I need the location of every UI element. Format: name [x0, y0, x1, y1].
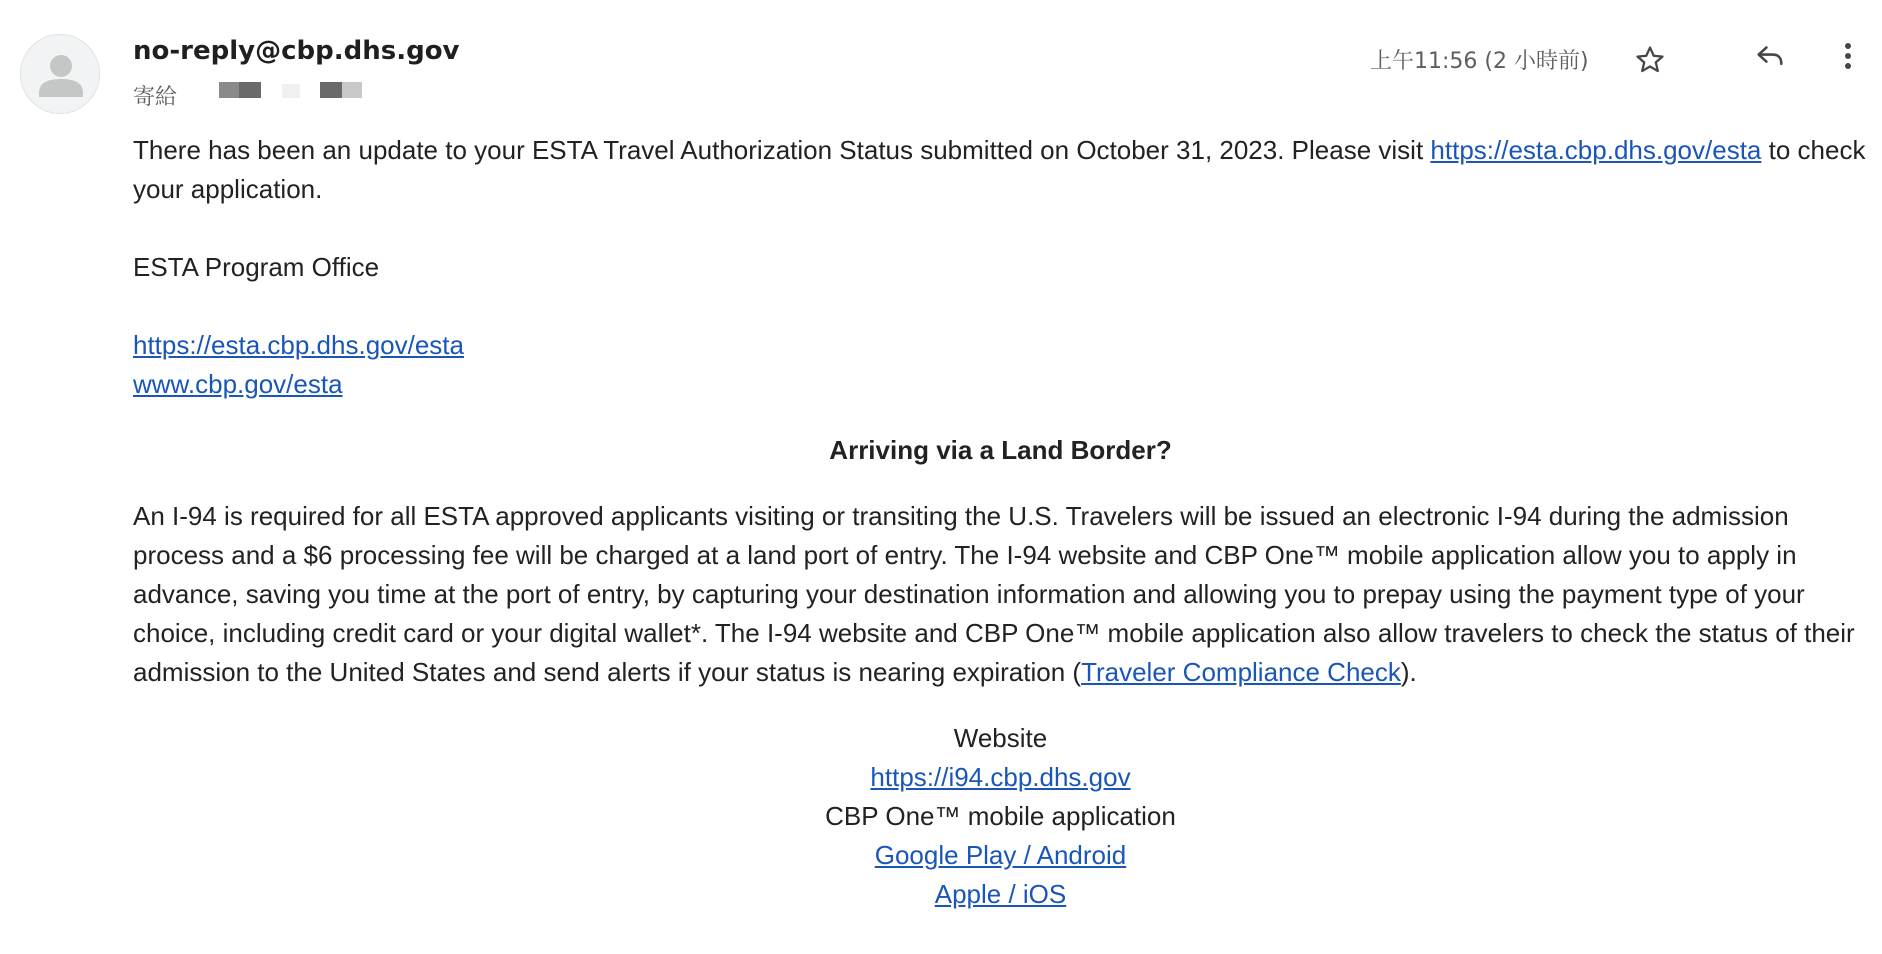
redacted-recipient	[219, 82, 261, 98]
resource-list	[133, 719, 1868, 914]
esta-link[interactable]: https://esta.cbp.dhs.gov/esta	[133, 330, 464, 360]
google-play-link[interactable]: Google Play / Android	[874, 840, 1127, 870]
to-label: 寄給	[133, 85, 178, 110]
traveler-compliance-link[interactable]: Traveler Compliance Check	[1081, 657, 1401, 687]
land-border-heading: Arriving via a Land Border?	[829, 435, 1172, 465]
esta-status-link[interactable]: https://esta.cbp.dhs.gov/esta	[1430, 135, 1762, 165]
land-border-text-end: ).	[1400, 657, 1417, 687]
link-list	[133, 326, 1868, 404]
apple-ios-link[interactable]: Apple / iOS	[934, 879, 1067, 909]
timestamp: 上午11:56 (2 小時前)	[1370, 49, 1589, 74]
redacted-recipient	[282, 82, 302, 98]
sender-email[interactable]: no-reply@cbp.dhs.gov	[133, 36, 460, 66]
office-name: ESTA Program Office	[133, 252, 380, 282]
website-label: Website	[953, 723, 1048, 753]
star-icon[interactable]	[1628, 38, 1672, 82]
intro-text-end: to check your application.	[133, 135, 1866, 204]
avatar[interactable]	[20, 34, 100, 114]
intro-paragraph	[133, 131, 1868, 209]
recipient-line[interactable]	[133, 80, 177, 108]
land-border-text: An I-94 is required for all ESTA approved applicants visiting or transiting the U.S. Travelers will be issued an electronic I-94 during the admission process and a $6 processing fee will be charged at a land port of entry. The I-94 website and CBP One™ mobile application allow you to apply in advance, saving you time at the port of entry, by capturing your destination information and allowing you to prepay using the payment type of your choice, including credit card or your digital wallet*. The I-94 website and CBP One™ mobile application also allow travelers to check the status of their admission to the United States and send alerts if your status is nearing expiration (	[133, 501, 1855, 687]
cbp-one-label: CBP One™ mobile application	[825, 801, 1176, 831]
cbp-esta-link[interactable]: www.cbp.gov/esta	[133, 369, 343, 399]
default-person-avatar-icon	[21, 35, 100, 114]
redacted-recipient	[320, 82, 362, 98]
reply-icon[interactable]	[1748, 34, 1792, 78]
i94-link[interactable]: https://i94.cbp.dhs.gov	[870, 762, 1131, 792]
intro-text: There has been an update to your ESTA Travel Authorization Status submitted on October 31, 2023. Please visit	[133, 135, 1431, 165]
more-vertical-icon[interactable]	[1826, 34, 1870, 78]
land-border-paragraph	[133, 497, 1868, 692]
